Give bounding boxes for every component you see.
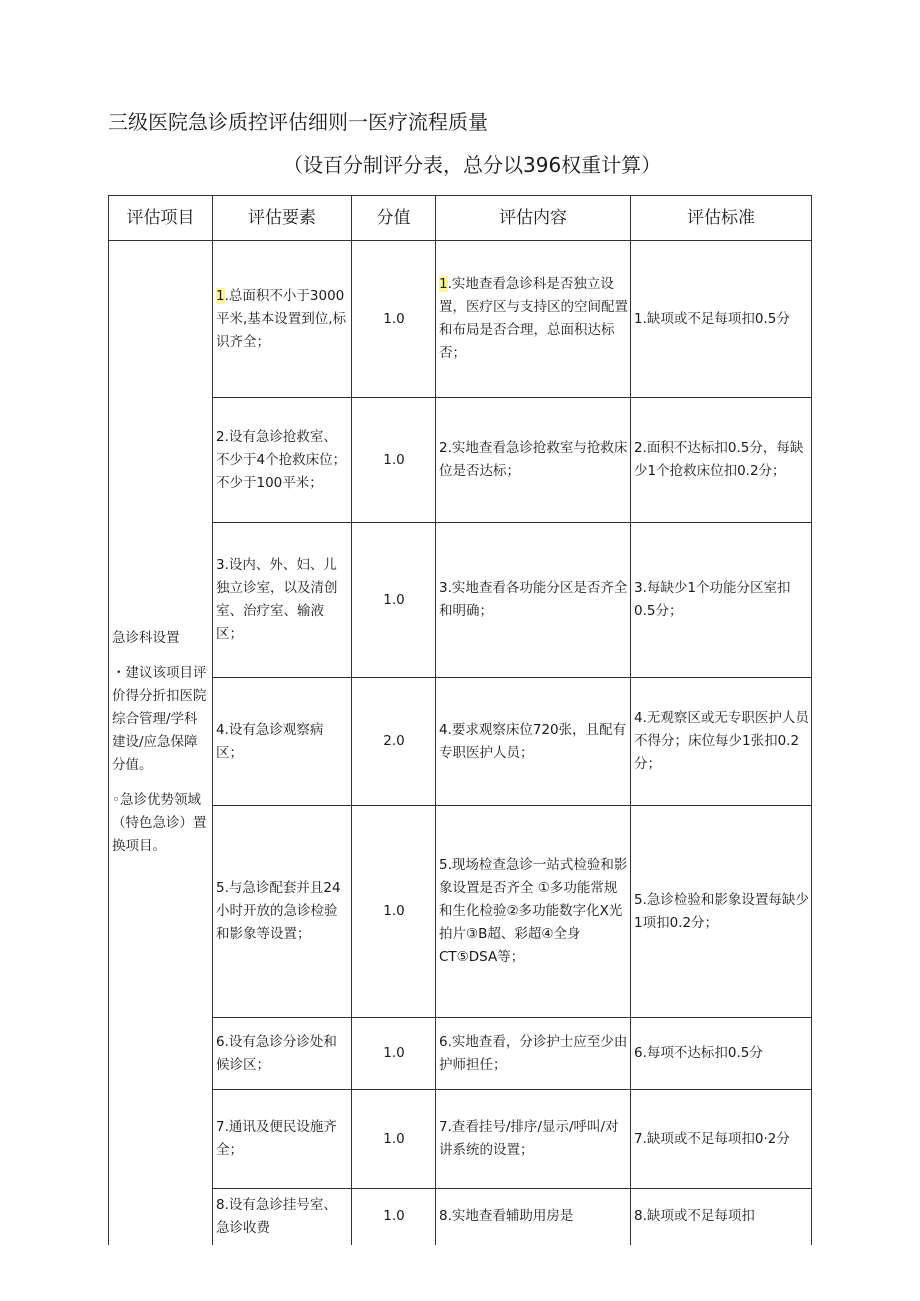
highlight-number: 1 [439,276,448,292]
score-cell: 1.0 [352,398,436,523]
element-cell: 6.设有急诊分诊处和候诊区； [213,1018,352,1090]
evaluation-table [108,195,812,1245]
table-row [109,241,812,398]
element-cell: 1.总面积不小于3000平米,基本设置到位,标识齐全； [213,241,352,398]
category-name: 急诊科设置 [112,630,180,647]
content-cell: 2.实地查看急诊抢救室与抢救床位是否达标； [436,398,631,523]
element-cell: 5.与急诊配套并且24小时开放的急诊检验和影象等设置； [213,806,352,1018]
score-cell: 1.0 [352,806,436,1018]
content-cell: 8.实地查看辅助用房是 [436,1189,631,1245]
table-row [109,398,812,523]
content-cell: 1.实地查看急诊科是否独立设置，医疗区与支持区的空间配置和布局是否合理，总面积达标否； [436,241,631,398]
score-cell: 1.0 [352,1090,436,1189]
element-cell: 7.通讯及便民设施齐全； [213,1090,352,1189]
document-title: 三级医院急诊质控评估细则一医疗流程质量 [108,110,488,134]
table-row [109,1018,812,1090]
table-row [109,1090,812,1189]
standard-cell: 3.每缺少1个功能分区室扣0.5分； [631,523,812,678]
category-note-special: ◦急诊优势领域（特色急诊）置换项目。 [112,792,207,855]
content-cell: 4.要求观察床位720张，且配有专职医护人员； [436,678,631,806]
element-cell: 4.设有急诊观察病区； [213,678,352,806]
category-cell [109,241,213,1245]
content-cell: 6.实地查看，分诊护士应至少由护师担任； [436,1018,631,1090]
header-element: 评估要素 [213,196,352,241]
score-cell: 1.0 [352,241,436,398]
table-row [109,523,812,678]
header-item: 评估项目 [109,196,213,241]
score-cell: 1.0 [352,1189,436,1245]
header-content: 评估内容 [436,196,631,241]
table-header-row [109,196,812,241]
header-standard: 评估标准 [631,196,812,241]
element-cell: 2.设有急诊抢救室、不少于4个抢救床位；不少于100平米； [213,398,352,523]
standard-cell: 5.急诊检验和影象设置每缺少1项扣0.2分； [631,806,812,1018]
content-cell: 7.查看挂号/排序/显示/呼叫/对讲系统的设置； [436,1090,631,1189]
standard-cell: 2.面积不达标扣0.5分，每缺少1个抢救床位扣0.2分； [631,398,812,523]
standard-cell: 7.缺项或不足每项扣0·2分 [631,1090,812,1189]
score-cell: 1.0 [352,523,436,678]
score-cell: 1.0 [352,1018,436,1090]
highlight-number: 1 [216,287,225,304]
document-subtitle: （设百分制评分表，总分以396权重计算） [283,153,662,177]
table-row [109,678,812,806]
standard-cell: 8.缺项或不足每项扣 [631,1189,812,1245]
standard-cell: 4.无观察区或无专职医护人员不得分；床位每少1张扣0.2分； [631,678,812,806]
standard-cell: 1.缺项或不足每项扣0.5分 [631,241,812,398]
table-row [109,806,812,1018]
element-cell: 8.设有急诊挂号室、急诊收费 [213,1189,352,1245]
element-cell: 3.设内、外、妇、儿独立诊室，以及清创室、治疗室、输液区； [213,523,352,678]
content-cell: 5.现场检查急诊一站式检验和影象设置是否齐全 ①多功能常规和生化检验②多功能数字化X光拍片③B超、彩超④全身CT⑤DSA等； [436,806,631,1018]
table-row [109,1189,812,1245]
header-score: 分值 [352,196,436,241]
score-cell: 2.0 [352,678,436,806]
standard-cell: 6.每项不达标扣0.5分 [631,1018,812,1090]
category-note: ・建议该项目评价得分折扣医院综合管理/学科建设/应急保障分值。 [112,665,207,774]
content-cell: 3.实地查看各功能分区是否齐全和明确； [436,523,631,678]
